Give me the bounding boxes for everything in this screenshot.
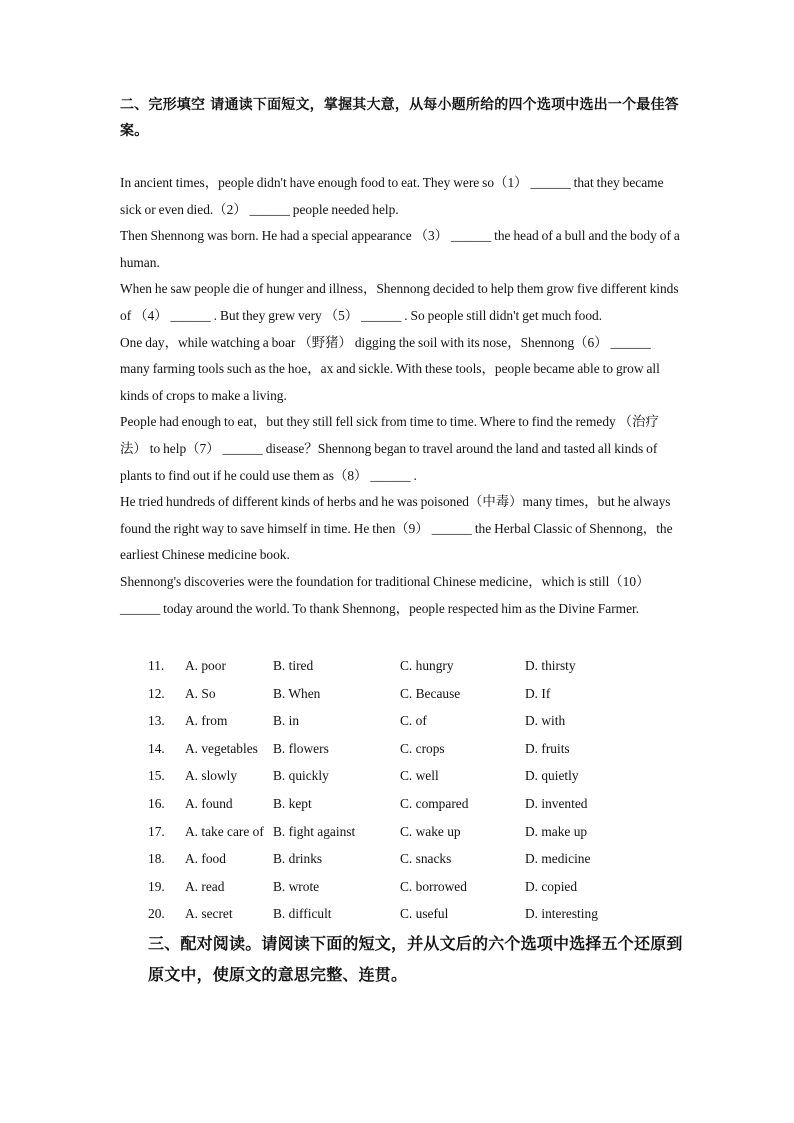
- option-a: A. food: [185, 851, 226, 867]
- passage-paragraph: In ancient times，people didn't have enough food to eat. They were so（1） ______ that they became sick or even died.（2） ______ people needed help.: [120, 175, 664, 217]
- option-c: C. crops: [400, 740, 445, 756]
- option-b: B. wrote: [273, 878, 320, 894]
- option-b: B. flowers: [273, 740, 329, 756]
- option-a: A. vegetables: [185, 740, 258, 756]
- question-row: [148, 707, 688, 735]
- option-c: C. snacks: [400, 851, 452, 867]
- question-row: [148, 652, 688, 680]
- option-d: D. If: [525, 685, 551, 701]
- option-a: A. poor: [185, 658, 226, 673]
- question-number: 11.: [148, 658, 165, 673]
- question-number: 16.: [148, 795, 165, 811]
- question-number: 13.: [148, 713, 165, 729]
- question-row: [148, 735, 688, 763]
- section-3-heading: 三、配对阅读。请阅读下面的短文，并从文后的六个选项中选择五个还原到原文中，使原文的意思完整、连贯。: [148, 934, 683, 984]
- option-d: D. fruits: [525, 740, 570, 756]
- passage-paragraph: He tried hundreds of different kinds of herbs and he was poisoned（中毒）many times，but he always found the right way to save himself in time. He then（9） ______ the Herbal Classic of Shennong，the earliest Chinese medicine book.: [120, 494, 673, 563]
- question-number: 12.: [148, 685, 165, 701]
- option-d: D. invented: [525, 795, 588, 811]
- option-a: A. slowly: [185, 768, 238, 784]
- question-number: 20.: [148, 906, 165, 922]
- option-b: B. in: [273, 713, 300, 729]
- question-row: [148, 790, 688, 818]
- option-d: D. make up: [525, 823, 588, 839]
- passage-paragraph: When he saw people die of hunger and illness，Shennong decided to help them grow five different kinds of （4） ______ . But they grew very （5） ______ . So people still didn't get much food.: [120, 281, 679, 323]
- option-c: C. useful: [400, 906, 449, 922]
- question-row: [148, 873, 688, 901]
- option-a: A. read: [185, 878, 225, 894]
- question-row: [148, 818, 688, 846]
- option-b: B. difficult: [273, 906, 332, 922]
- option-c: C. of: [400, 713, 427, 729]
- option-d: D. with: [525, 713, 566, 729]
- option-a: A. found: [185, 795, 233, 811]
- option-d: D. thirsty: [525, 658, 576, 673]
- option-b: B. fight against: [273, 823, 356, 839]
- question-number: 14.: [148, 740, 165, 756]
- question-number: 15.: [148, 768, 165, 784]
- question-row: [148, 845, 688, 873]
- question-number: 18.: [148, 851, 165, 867]
- passage-paragraph: Then Shennong was born. He had a special appearance （3） ______ the head of a bull and the body of a human.: [120, 228, 680, 270]
- question-number: 19.: [148, 878, 165, 894]
- passage-paragraph: Shennong's discoveries were the foundation for traditional Chinese medicine，which is still（10） ______ today around the world. To thank Shennong，people respected him as the Divine Farmer.: [120, 573, 650, 616]
- option-b: B. tired: [273, 658, 314, 673]
- question-number: 17.: [148, 823, 165, 839]
- option-b: B. When: [273, 685, 321, 701]
- passage-paragraph: One day，while watching a boar （野猪） digging the soil with its nose，Shennong（6） ______ many farming tools such as the hoe，ax and sickle. With these tools，people became able to grow all kinds of crops to make a living.: [120, 334, 660, 403]
- option-d: D. interesting: [525, 906, 598, 922]
- option-d: D. medicine: [525, 851, 591, 867]
- passage-paragraph: People had enough to eat，but they still fell sick from time to time. Where to find the remedy （治疗法） to help（7） ______ disease？Shennong began to travel around the land and tasted all kinds of plants to find out if he could use them as（8） ______ .: [120, 414, 659, 483]
- option-c: C. borrowed: [400, 878, 467, 894]
- option-c: C. Because: [400, 685, 461, 701]
- option-a: A. So: [185, 685, 216, 701]
- section-2-heading: 二、完形填空 请通读下面短文，掌握其大意，从每小题所给的四个选项中选出一个最佳答案。: [120, 97, 679, 139]
- option-a: A. secret: [185, 906, 233, 922]
- option-a: A. take care of: [185, 823, 264, 839]
- option-c: C. hungry: [400, 658, 454, 673]
- option-c: C. well: [400, 768, 439, 784]
- question-row: [148, 762, 688, 790]
- option-c: C. compared: [400, 795, 469, 811]
- option-d: D. copied: [525, 878, 578, 894]
- question-row: [148, 900, 688, 928]
- option-c: C. wake up: [400, 823, 461, 839]
- option-b: B. drinks: [273, 851, 323, 867]
- cloze-passage: [120, 170, 680, 622]
- question-row: [148, 680, 688, 708]
- option-a: A. from: [185, 713, 228, 729]
- option-b: B. quickly: [273, 768, 329, 784]
- option-b: B. kept: [273, 795, 312, 811]
- option-d: D. quietly: [525, 768, 579, 784]
- question-options: [148, 652, 688, 928]
